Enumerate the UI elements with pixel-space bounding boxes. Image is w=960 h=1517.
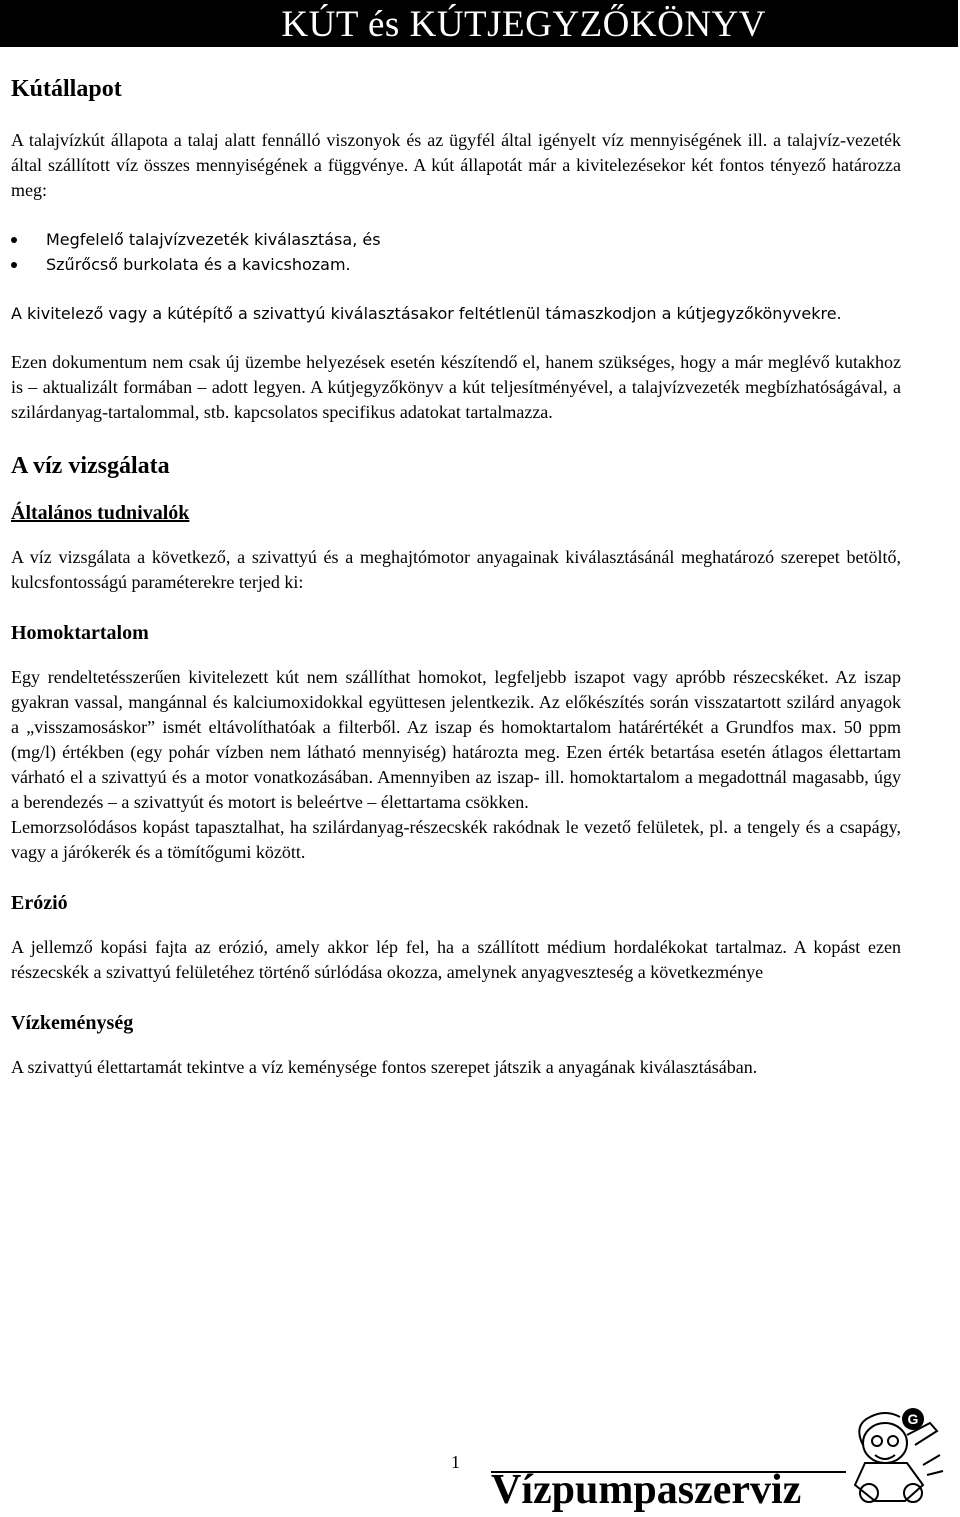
altalanos-text: A víz vizsgálata a következő, a szivattyú és a meghajtómotor anyagainak kiválasztásánál meghatározó szerepet betöltő, kulcsfontosságú paraméterekre terjed ki: (11, 547, 901, 592)
bullet-icon (11, 262, 17, 268)
kutallapot-paragraph-2: A kivitelező vagy a kútépítő a szivattyú kiválasztásakor feltétlenül támaszkodjon a kútjegyzőkönyvekre. (11, 304, 842, 323)
document-title: KÚT és KÚTJEGYZŐKÖNYV (281, 4, 766, 45)
homoktartalom-heading: Homoktartalom (11, 622, 149, 644)
kutallapot-heading: Kútállapot (11, 76, 122, 102)
vizkemenyseg-heading: Vízkeménység (11, 1012, 134, 1034)
document-body (11, 72, 901, 1104)
erozio-text: A jellemző kopási fajta az erózió, amely akkor lép fel, ha a szállított médium hordalékokat tartalmaz. A kopást ezen részecskék a szivattyú felületéhez történő súrlódása okozza, amelynek anyagveszteség a következménye (11, 937, 901, 982)
logo-letter: G (907, 1411, 919, 1427)
mascot-logo-icon (845, 1405, 945, 1510)
altalanos-heading: Általános tudnivalók (11, 502, 190, 524)
header-bar (0, 0, 958, 47)
kutallapot-intro: A talajvízkút állapota a talaj alatt fennálló viszonyok és az ügyfél által igényelt víz mennyiségének ill. a talajvíz-vezeték által szállított víz összes mennyiségének a függvénye. A kút állapotát már a kivitelezésekor két fontos tényező határozza meg: (11, 130, 901, 200)
list-item: Megfelelő talajvízvezeték kiválasztása, és (11, 227, 901, 252)
list-item: Szűrőcső burkolata és a kavicshozam. (11, 252, 901, 277)
brand-name: Vízpumpaszerviz (491, 1467, 802, 1513)
erozio-heading: Erózió (11, 892, 68, 914)
page-number: 1 (451, 1452, 460, 1472)
kutallapot-paragraph-3: Ezen dokumentum nem csak új üzembe helyezések esetén készítendő el, hanem szükséges, hogy a már meglévő kutakhoz is – aktualizált formában – adott legyen. A kútjegyzőkönyv a kút teljesítményével, a talajvízvezeték megbízhatóságával, a szilárdanyag-tartalommal, stb. kapcsolatos specifikus adatokat tartalmazza. (11, 352, 901, 422)
homoktartalom-text-1: Egy rendeltetésszerűen kivitelezett kút nem szállíthat homokot, legfeljebb iszapot vagy apróbb részecskéket. Az iszap gyakran vassal, mangánnal és kalciumoxidokkal együttesen jelentkezik. Az előkészítés során visszatartott szilárd anyagok a „visszamosáskor” ismét eltávolíthatóak a filterből. Az iszap és homoktartalom határértékét a Grundfos max. 50 ppm (mg/l) értékben (egy pohár vízben nem látható mennyiség) határozta meg. Ezen érték betartása esetén átlagos élettartam várható el a szivattyú és a motor vonatkozásában. Amennyiben az iszap- ill. homoktartalom a megadottnál magasabb, úgy a berendezés – a szivattyút és motort is beleértve – élettartama csökken. (11, 667, 901, 812)
kutallapot-bullet-list (11, 227, 901, 277)
homoktartalom-text-2: Lemorzsolódásos kopást tapasztalhat, ha szilárdanyag-részecskék rakódnak le vezető felületek, pl. a tengely és a csapágy, vagy a járókerék és a tömítőgumi között. (11, 817, 901, 862)
viz-vizsgalata-heading: A víz vizsgálata (11, 453, 170, 479)
bullet-icon (11, 237, 17, 243)
vizkemenyseg-text: A szivattyú élettartamát tekintve a víz keménysége fontos szerepet játszik a anyagának kiválasztásában. (11, 1057, 758, 1077)
